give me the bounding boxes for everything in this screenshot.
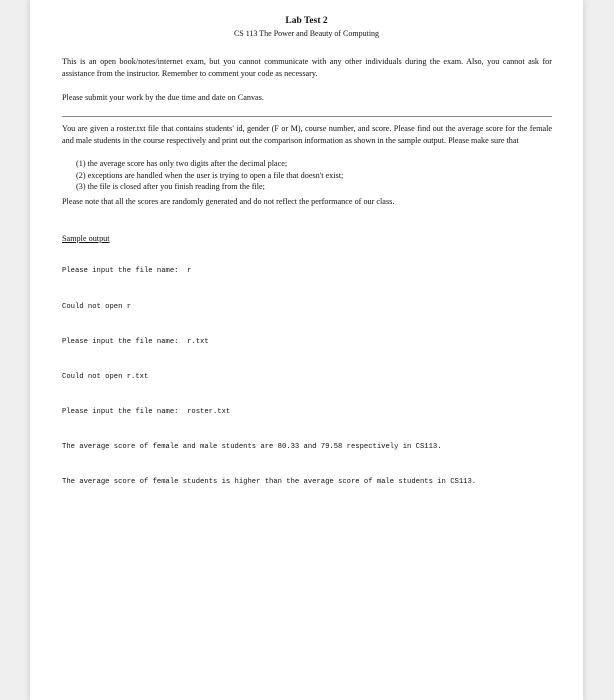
requirement-item: (2) exceptions are handled when the user is trying to open a file that doesn't exist; [76,170,344,180]
requirement-item: (3) the file is closed after you finish reading from the file; [76,182,265,192]
output-line: Please input the file name: roster.txt [62,407,231,416]
requirements-list [76,158,546,193]
output-line: Please input the file name: r.txt [62,337,209,346]
page-title: Lab Test 2 [285,16,328,26]
output-line: The average score of female students is higher than the average score of male students in CS113. [62,478,477,487]
output-line: The average score of female and male students are 80.33 and 79.58 respectively in CS113. [62,442,442,451]
requirement-item: (1) the average score has only two digits after the decimal place; [76,159,288,168]
section-divider [62,116,552,117]
submission-note: Please submit your work by the due time and date on Canvas. [62,93,264,102]
output-line: Could not open r [62,302,132,311]
output-line: Could not open r.txt [62,372,149,381]
output-line: Please input the file name: r [62,267,192,276]
sample-output-heading: Sample output [62,234,110,243]
sample-output-block [62,243,582,512]
task-description: You are given a roster.txt file that contains students' id, gender (F or M), course number, and score. Please find out the average score for the female and male students in the course respectively and print out the comparison information as shown in the sample output. Please make sure that [62,124,552,145]
exam-rules-paragraph: This is an open book/notes/internet exam, but you cannot communicate with any other individuals during the exam. Also, you cannot ask for assistance from the instructor. Remember to comment your code as necessary. [62,57,552,78]
disclaimer-note: Please note that all the scores are randomly generated and do not reflect the performance of our class. [62,197,395,206]
course-subtitle: CS 113 The Power and Beauty of Computing [233,29,380,38]
document-page [30,0,583,700]
